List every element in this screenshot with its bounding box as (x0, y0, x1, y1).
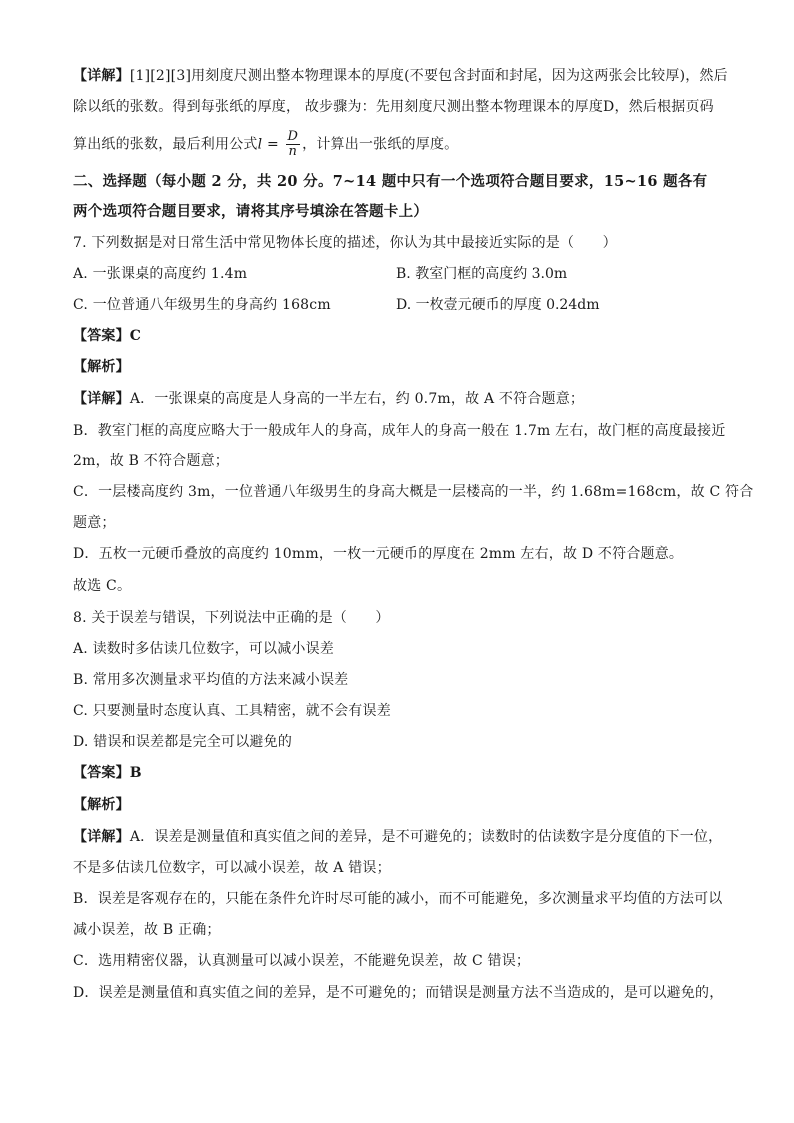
q8-detail-line-4: 减小误差，故 B 正确； (73, 922, 221, 938)
detail-tag: 【详解】 (73, 68, 130, 84)
q8-detail-line-2: 不是多估读几位数字，可以减小误差，故 A 错误； (73, 860, 391, 876)
q7-stem: 7. 下列数据是对日常生活中常见物体长度的描述，你认为其中最接近实际的是（ ） (73, 235, 617, 251)
q7-detail-line-4: C．一层楼高度约 3m，一位普通八年级男生的身高大概是一层楼高的一半，约 1.68m=168cm，故 C 符合 (73, 484, 754, 500)
prev-detail-line-2: 除以纸的张数。得到每张纸的厚度， 故步骤为：先用刻度尺测出整本物理课本的厚度D，然后根据页码 (73, 99, 714, 115)
q8-detail-line-5: C．选用精密仪器，认真测量可以减小误差，不能避免误差，故 C 错误； (73, 953, 531, 969)
q7-analysis-tag: 【解析】 (73, 359, 130, 375)
section-heading-line-2: 两个选项符合题目要求，请将其序号填涂在答题卡上） (73, 203, 429, 220)
prev-detail-line-3 (73, 130, 458, 159)
q8-option-c: C. 只要测量时态度认真、工具精密，就不会有误差 (73, 703, 391, 719)
q7-option-d: D. 一枚壹元硬币的厚度 0.24dm (396, 297, 600, 313)
q8-option-d: D. 错误和误差都是完全可以避免的 (73, 734, 293, 750)
q7-option-b: B. 教室门框的高度约 3.0m (396, 266, 568, 282)
q8-stem: 8. 关于误差与错误，下列说法中正确的是（ ） (73, 610, 390, 626)
q7-conclusion: 故选 C。 (73, 578, 132, 594)
q7-detail-line-2: B．教室门框的高度应略大于一般成年人的身高，成年人的身高一般在 1.7m 左右，故门框的高度最接近 (73, 423, 726, 439)
q7-detail-line-3: 2m，故 B 不符合题意； (73, 453, 229, 469)
q8-detail-line-1 (73, 827, 722, 847)
q7-detail-line-1 (73, 389, 584, 409)
formula-pre-text: 算出纸的张数，最后利用公式 (73, 136, 258, 153)
detail-text: A．一张课桌的高度是人身高的一半左右，约 0.7m，故 A 不符合题意； (129, 391, 585, 407)
q7-detail-line-6: D．五枚一元硬币叠放的高度约 10mm，一枚一元硬币的厚度在 2mm 左右，故 D 不符合题意。 (73, 546, 684, 562)
q7-answer: 【答案】C (73, 328, 142, 344)
detail-tag: 【详解】 (73, 391, 130, 407)
q8-option-b: B. 常用多次测量求平均值的方法来减小误差 (73, 672, 349, 688)
formula-denominator: n (288, 144, 298, 159)
q8-answer: 【答案】B (73, 765, 142, 781)
q8-analysis-tag: 【解析】 (73, 797, 130, 813)
q7-detail-line-5: 题意； (73, 515, 116, 531)
q7-option-a: A. 一张课桌的高度约 1.4m (73, 266, 248, 282)
q8-detail-line-3: B．误差是客观存在的，只能在条件允许时尽可能的减小，而不可能避免，多次测量求平均值的方法可以 (73, 891, 723, 907)
formula-numerator: D (287, 129, 299, 144)
formula-equals: = (262, 136, 284, 153)
detail-text: A．误差是测量值和真实值之间的差异，是不可避免的；读数时的估读数字是分度值的下一位， (129, 829, 723, 845)
formula-post-text: ，计算出一张纸的厚度。 (302, 136, 459, 153)
q8-option-a: A. 读数时多估读几位数字，可以减小误差 (73, 641, 335, 657)
detail-tag: 【详解】 (73, 829, 130, 845)
formula-variable: l (257, 136, 263, 153)
formula-fraction (286, 130, 301, 159)
detail-text: [1][2][3]用刻度尺测出整本物理课本的厚度(不要包含封面和封尾，因为这两张会比较厚)，然后 (129, 68, 728, 84)
prev-detail-line-1 (73, 66, 728, 86)
q8-detail-line-6: D．误差是测量值和真实值之间的差异，是不可避免的；而错误是测量方法不当造成的，是可以避免的， (73, 985, 724, 1001)
q7-option-c: C. 一位普通八年级男生的身高约 168cm (73, 297, 331, 313)
section-heading-line-1: 二、选择题（每小题 2 分，共 20 分。7~14 题中只有一个选项符合题目要求，15~16 题各有 (73, 173, 708, 190)
